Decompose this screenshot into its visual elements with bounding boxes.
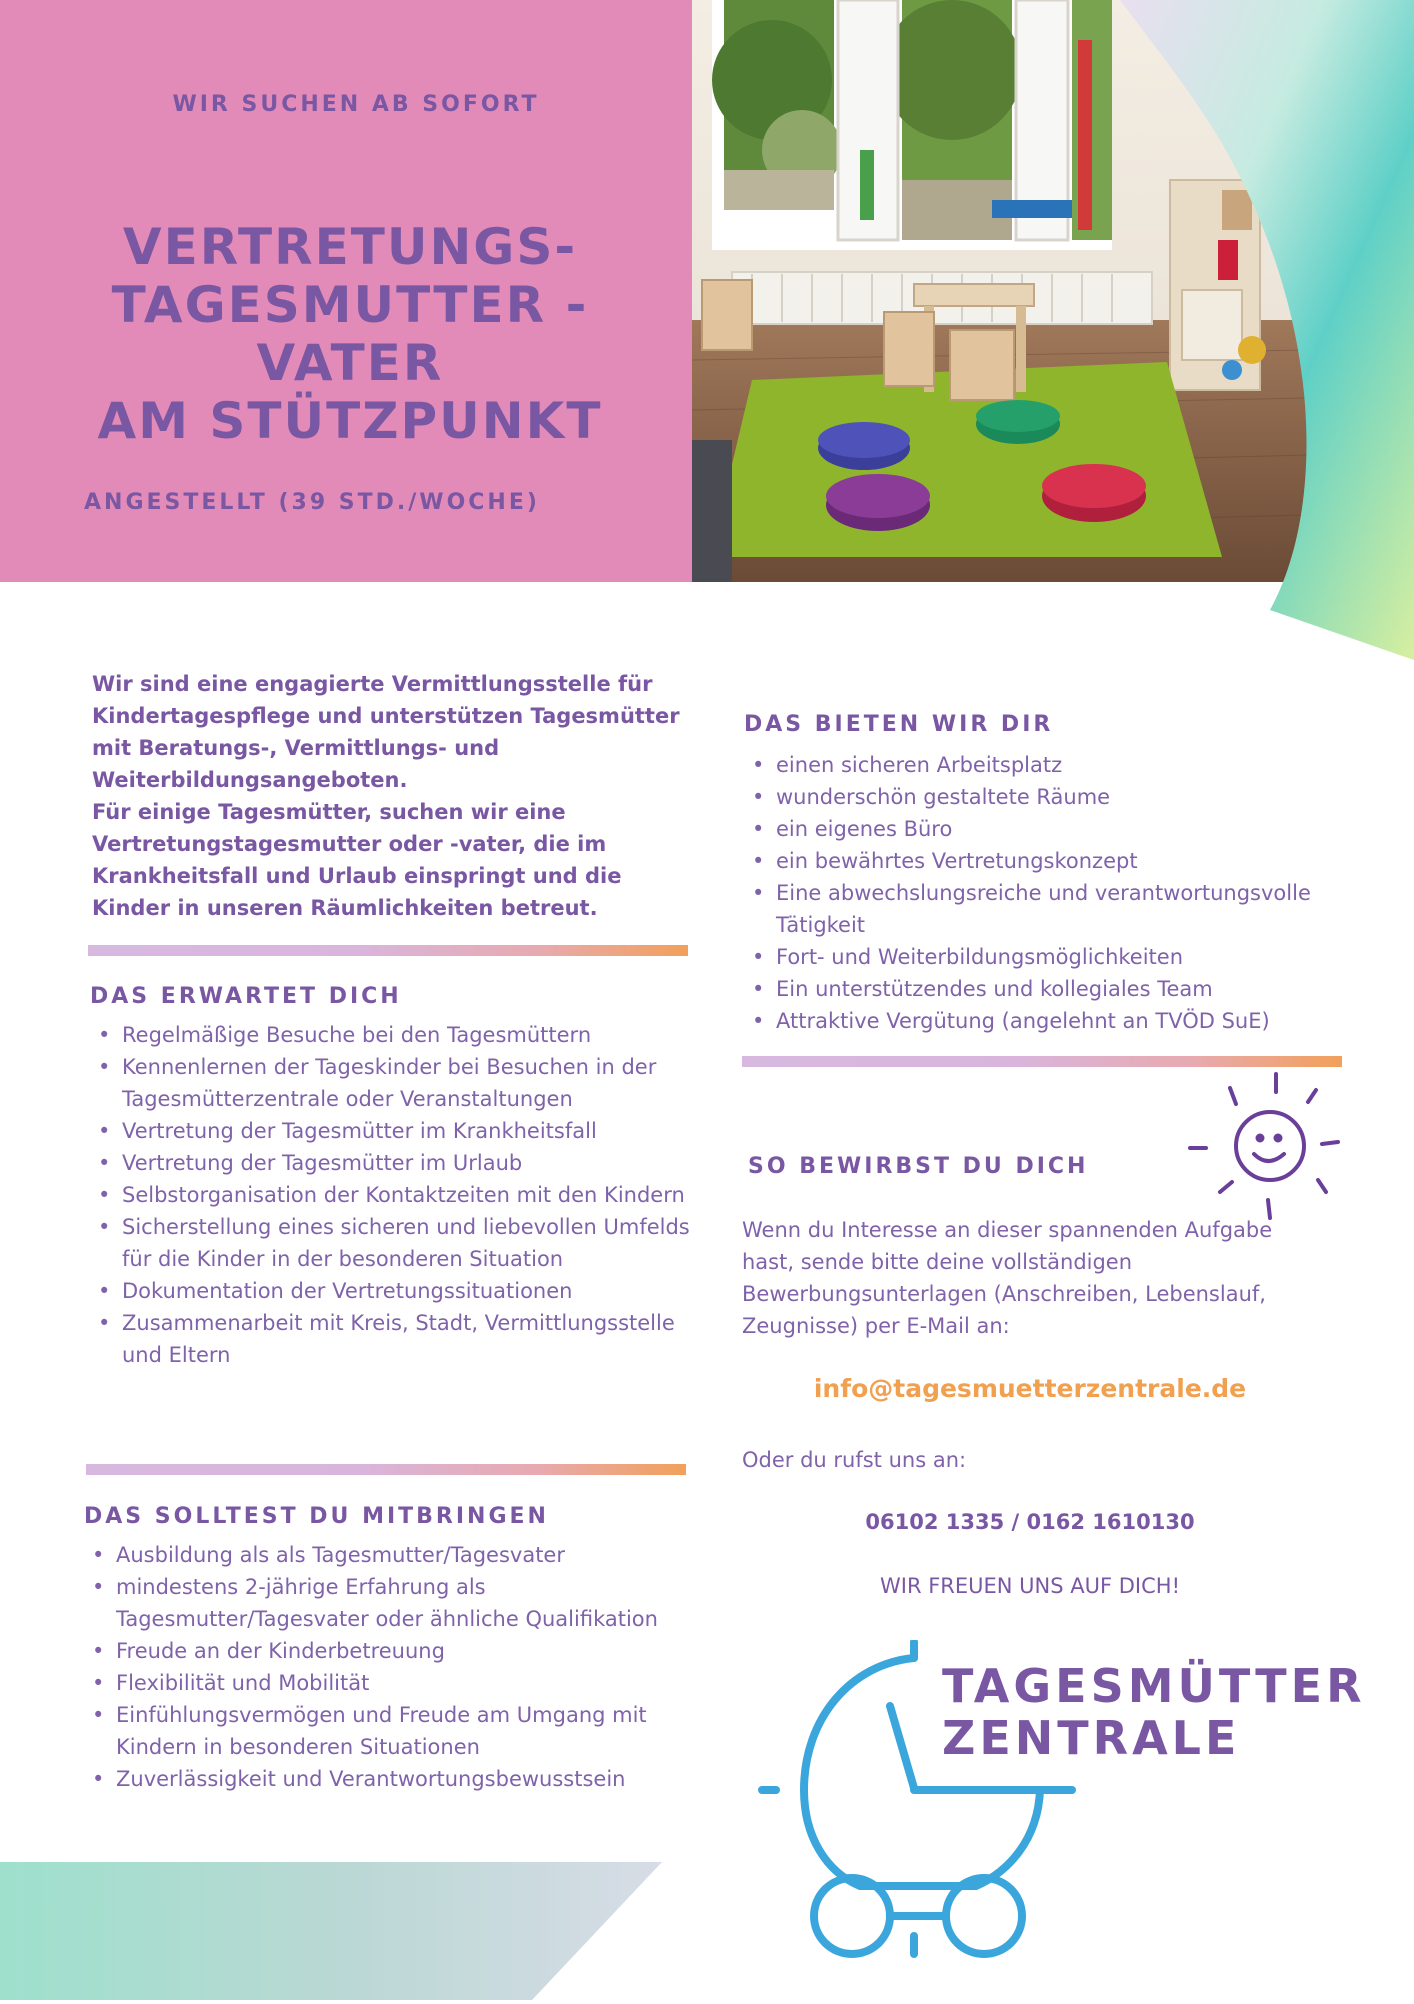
email-link[interactable]: info@tagesmuetterzentrale.de — [813, 1374, 1247, 1403]
expect-title: DAS ERWARTET DICH — [90, 984, 402, 1009]
list-item: • Eine abwechslungsreiche und verantwortungsvolle Tätigkeit — [744, 877, 1314, 941]
job-title-line-1: VERTRETUNGS- — [122, 218, 578, 276]
list-item: • Ein unterstützendes und kollegiales Team — [744, 973, 1314, 1005]
list-item: • wunderschön gestaltete Räume — [744, 781, 1314, 813]
job-title-line-4: AM STÜTZPUNKT — [97, 392, 603, 450]
intro-text — [92, 668, 692, 924]
list-item: • Zuverlässigkeit und Verantwortungsbewusstsein — [84, 1763, 684, 1795]
expect-list — [90, 1019, 690, 1371]
logo-line-2: ZENTRALE — [942, 1711, 1241, 1765]
apply-section — [748, 1154, 1148, 1179]
employment-type: ANGESTELLT (39 STD./WOCHE) — [84, 490, 540, 515]
offer-section — [744, 712, 1314, 1037]
list-item: • Attraktive Vergütung (angelehnt an TVÖD SuE) — [744, 1005, 1314, 1037]
list-item: • Vertretung der Tagesmütter im Urlaub — [90, 1147, 690, 1179]
list-item: • Regelmäßige Besuche bei den Tagesmüttern — [90, 1019, 690, 1051]
list-item: • mindestens 2-jährige Erfahrung als Tagesmutter/Tagesvater oder ähnliche Qualifikation — [84, 1571, 684, 1635]
divider — [88, 945, 688, 956]
intro-paragraph-1: Wir sind eine engagierte Vermittlungsstelle für Kindertagespflege und unterstützen Tagesmütter mit Beratungs-, Vermittlungs- und Weiterbildungsangeboten. — [92, 672, 680, 792]
job-title — [40, 218, 660, 450]
bring-list — [84, 1539, 684, 1795]
list-item: • Flexibilität und Mobilität — [84, 1667, 684, 1699]
list-item: • einen sicheren Arbeitsplatz — [744, 749, 1314, 781]
expect-section — [90, 984, 690, 1371]
list-item: • ein bewährtes Vertretungskonzept — [744, 845, 1314, 877]
logo-wordmark — [942, 1660, 1366, 1764]
intro-paragraph-2: Für einige Tagesmütter, suchen wir eine Vertretungstagesmutter oder -vater, die im Krankheitsfall und Urlaub einspringt und die Kinder in unseren Räumlichkeiten betreut. — [92, 800, 622, 920]
corner-decoration — [1100, 0, 1414, 680]
list-item: • Ausbildung als als Tagesmutter/Tagesvater — [84, 1539, 684, 1571]
apply-title: SO BEWIRBST DU DICH — [748, 1154, 1089, 1179]
list-item: • Selbstorganisation der Kontaktzeiten mit den Kindern — [90, 1179, 690, 1211]
call-text: Oder du rufst uns an: — [742, 1448, 967, 1472]
job-title-line-3: VATER — [256, 334, 444, 392]
list-item: • Fort- und Weiterbildungsmöglichkeiten — [744, 941, 1314, 973]
list-item: • Zusammenarbeit mit Kreis, Stadt, Vermittlungsstelle und Eltern — [90, 1307, 690, 1371]
eyebrow-text: WIR SUCHEN AB SOFORT — [172, 92, 540, 117]
apply-text: Wenn du Interesse an dieser spannenden Aufgabe hast, sende bitte deine vollständigen Bewerbungsunterlagen (Anschreiben, Lebenslauf, Zeugnisse) per E-Mail an: — [742, 1218, 1273, 1338]
bring-title: DAS SOLLTEST DU MITBRINGEN — [84, 1504, 549, 1529]
logo-line-1: TAGESMÜTTER — [942, 1659, 1366, 1713]
list-item: • Dokumentation der Vertretungssituationen — [90, 1275, 690, 1307]
phone-number[interactable]: 06102 1335 / 0162 1610130 — [865, 1510, 1195, 1534]
closing-text: WIR FREUEN UNS AUF DICH! — [880, 1574, 1180, 1598]
bring-section — [84, 1504, 684, 1795]
offer-title: DAS BIETEN WIR DIR — [744, 712, 1054, 737]
list-item: • Kennenlernen der Tageskinder bei Besuchen in der Tagesmütterzentrale oder Veranstaltungen — [90, 1051, 690, 1115]
offer-list — [744, 749, 1314, 1037]
list-item: • Vertretung der Tagesmütter im Krankheitsfall — [90, 1115, 690, 1147]
list-item: • Einfühlungsvermögen und Freude am Umgang mit Kindern in besonderen Situationen — [84, 1699, 684, 1763]
list-item: • ein eigenes Büro — [744, 813, 1314, 845]
list-item: • Sicherstellung eines sicheren und liebevollen Umfelds für die Kinder in der besonderen Situation — [90, 1211, 690, 1275]
job-title-line-2: TAGESMUTTER - — [111, 276, 589, 334]
list-item: • Freude an der Kinderbetreuung — [84, 1635, 684, 1667]
bottom-decoration — [0, 1862, 662, 2000]
divider — [86, 1464, 686, 1475]
sun-icon — [1180, 1068, 1350, 1228]
divider — [742, 1056, 1342, 1067]
